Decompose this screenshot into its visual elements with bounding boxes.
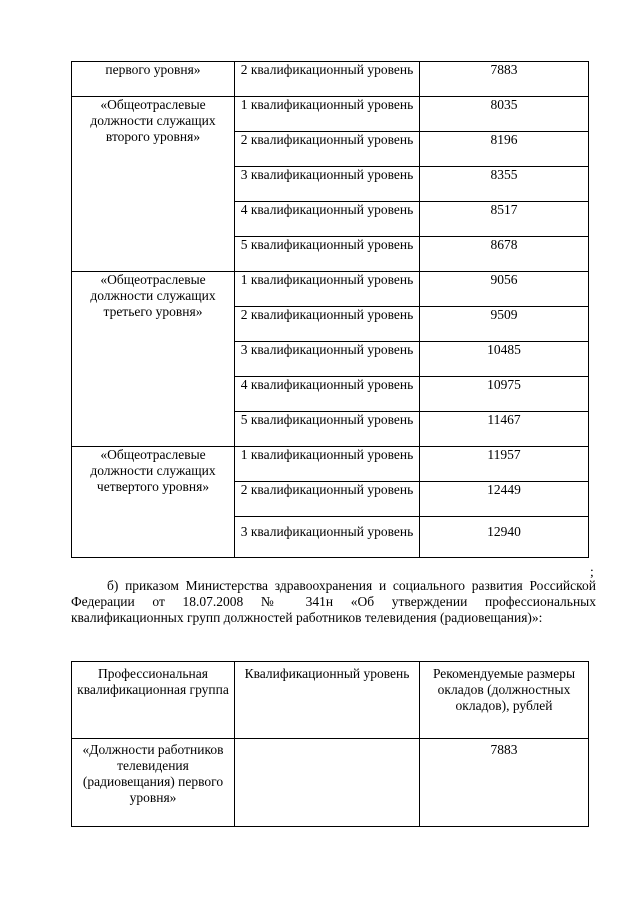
group-name: первого уровня» [105,62,201,77]
table-row [72,739,589,827]
level-cell [235,342,420,377]
level-name: 3 квалификационный уровень [240,342,414,357]
salary-cell [420,447,589,482]
header-group: Профессиональная квалификационная группа [77,666,229,697]
salary-value: 10975 [487,377,521,392]
group-name: «Общеотраслевые должности служащих второго уровня» [90,97,216,144]
level-name: 3 квалификационный уровень [240,524,414,539]
header-cell [235,662,420,739]
level-cell [235,272,420,307]
salary-value: 7883 [490,62,518,77]
level-name: 4 квалификационный уровень [240,202,414,217]
level-cell [235,97,420,132]
salary-cell [420,97,589,132]
group-name: «Общеотраслевые должности служащих четвертого уровня» [90,447,216,494]
tv-salary-table [71,661,589,827]
table-row [72,97,589,132]
group-cell [72,739,235,827]
header-cell [420,662,589,739]
salary-value: 9056 [490,272,518,287]
salary-cell [420,62,589,97]
group-cell [72,272,235,447]
salary-value: 10485 [487,342,521,357]
salary-cell [420,202,589,237]
header-level: Квалификационный уровень [244,666,410,681]
table-row [72,447,589,482]
level-name: 1 квалификационный уровень [240,97,414,112]
salary-cell [420,132,589,167]
level-name: 2 квалификационный уровень [240,307,414,322]
salary-cell [420,307,589,342]
salary-cell [420,167,589,202]
level-cell [235,482,420,517]
group-cell [72,62,235,97]
salary-value: 8355 [490,167,518,182]
table-row [72,62,589,97]
salary-value: 8196 [490,132,518,147]
level-cell [235,739,420,827]
salary-value: 8035 [490,97,518,112]
salary-value: 9509 [490,307,518,322]
paragraph-text: б) приказом Министерства здравоохранения и социального развития Российской Федерации от 18.07.2008 № 341н «Об утверждении профессиональных квалификационных групп должностей работников телевидения (радиовещания)»: [71,578,596,625]
salary-value: 7883 [490,742,518,757]
header-cell [72,662,235,739]
group-name: «Общеотраслевые должности служащих третьего уровня» [90,272,216,319]
level-cell [235,307,420,342]
salary-value: 11467 [487,412,521,427]
level-cell [235,202,420,237]
salary-cell [420,412,589,447]
salary-value: 12940 [487,524,521,539]
level-name: 5 квалификационный уровень [240,237,414,252]
header-salary: Рекомендуемые размеры окладов (должностных окладов), рублей [432,666,576,713]
salary-value: 8678 [490,237,518,252]
level-name: 2 квалификационный уровень [240,62,414,77]
level-name: 3 квалификационный уровень [240,167,414,182]
level-name: 5 квалификационный уровень [240,412,414,427]
salary-cell [420,377,589,412]
header-row [72,662,589,739]
level-cell [235,412,420,447]
level-name: 2 квалификационный уровень [240,482,414,497]
salary-cell [420,517,589,558]
group-cell [72,97,235,272]
salary-cell [420,739,589,827]
group-cell [72,447,235,558]
level-cell [235,447,420,482]
semicolon: ; [590,564,594,579]
table-row [72,272,589,307]
salary-cell [420,482,589,517]
level-name: 2 квалификационный уровень [240,132,414,147]
level-cell [235,377,420,412]
salary-cell [420,342,589,377]
salary-value: 11957 [487,447,521,462]
salary-value: 8517 [490,202,518,217]
salary-cell [420,237,589,272]
level-name: 1 квалификационный уровень [240,272,414,287]
level-name: 1 квалификационный уровень [240,447,414,462]
salary-value: 12449 [487,482,521,497]
level-cell [235,237,420,272]
level-cell [235,132,420,167]
level-cell [235,62,420,97]
group-name: «Должности работников телевидения (радиовещания) первого уровня» [82,742,224,805]
level-cell [235,167,420,202]
level-name: 4 квалификационный уровень [240,377,414,392]
salary-table [71,61,589,558]
level-cell [235,517,420,558]
salary-cell [420,272,589,307]
